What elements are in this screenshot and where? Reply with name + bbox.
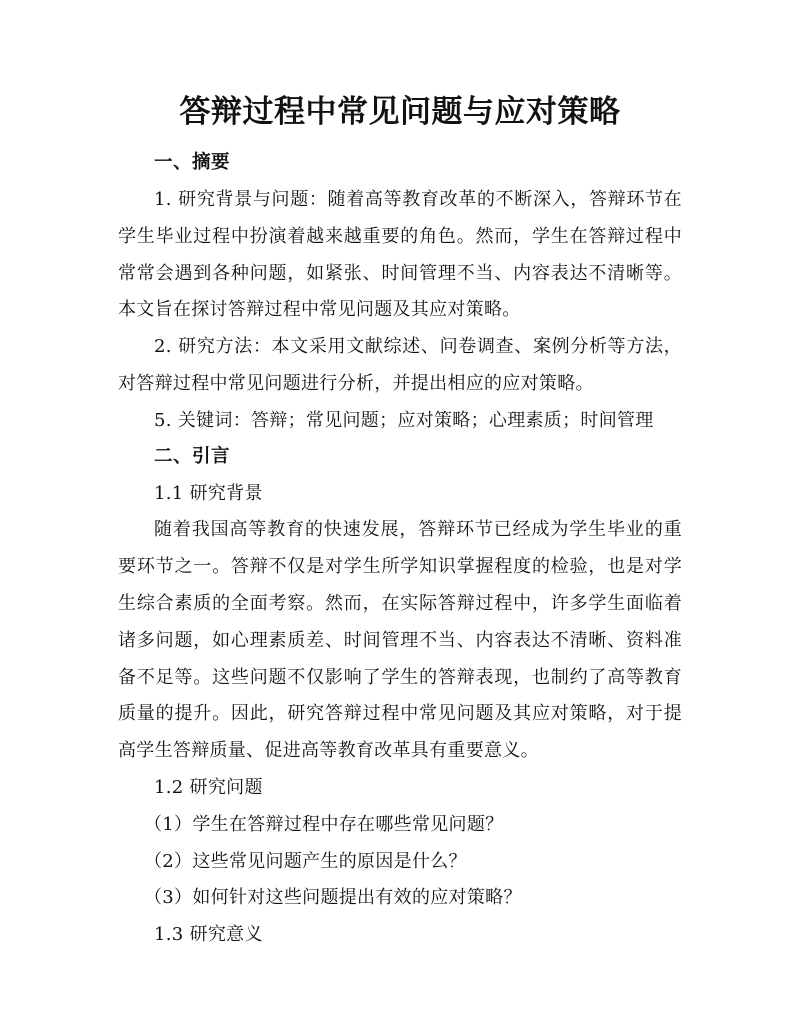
subsection-heading-background: 1.1 研究背景 — [154, 482, 263, 504]
research-question-1: （1）学生在答辩过程中存在哪些常见问题？ — [144, 813, 504, 835]
document-body — [118, 146, 682, 954]
subsection-heading-questions: 1.2 研究问题 — [154, 776, 263, 798]
research-question-2: （2）这些常见问题产生的原因是什么？ — [144, 850, 467, 872]
research-question-3: （3）如何针对这些问题提出有效的应对策略？ — [144, 887, 522, 909]
abstract-item-method: 2. 研究方法：本文采用文献综述、问卷调查、案例分析等方法，对答辩过程中常见问题进行分析，并提出相应的应对策略。 — [118, 336, 682, 394]
abstract-item-keywords: 5. 关键词：答辩；常见问题；应对策略；心理素质；时间管理 — [154, 409, 654, 431]
document-title: 答辩过程中常见问题与应对策略 — [179, 94, 621, 130]
subsection-heading-significance: 1.3 研究意义 — [154, 924, 263, 946]
section-heading-abstract: 一、摘要 — [154, 152, 231, 173]
abstract-item-background: 1. 研究背景与问题：随着高等教育改革的不断深入，答辩环节在学生毕业过程中扮演着越来越重要的角色。然而，学生在答辩过程中常常会遇到各种问题，如紧张、时间管理不当、内容表达不清晰等。本文旨在探讨答辩过程中常见问题及其应对策略。 — [118, 189, 682, 321]
background-paragraph: 随着我国高等教育的快速发展，答辩环节已经成为学生毕业的重要环节之一。答辩不仅是对学生所学知识掌握程度的检验，也是对学生综合素质的全面考察。然而，在实际答辩过程中，许多学生面临着诸多问题，如心理素质差、时间管理不当、内容表达不清晰、资料准备不足等。这些问题不仅影响了学生的答辩表现，也制约了高等教育质量的提升。因此，研究答辩过程中常见问题及其应对策略，对于提高学生答辩质量、促进高等教育改革具有重要意义。 — [118, 519, 682, 762]
section-heading-introduction: 二、引言 — [154, 445, 231, 467]
